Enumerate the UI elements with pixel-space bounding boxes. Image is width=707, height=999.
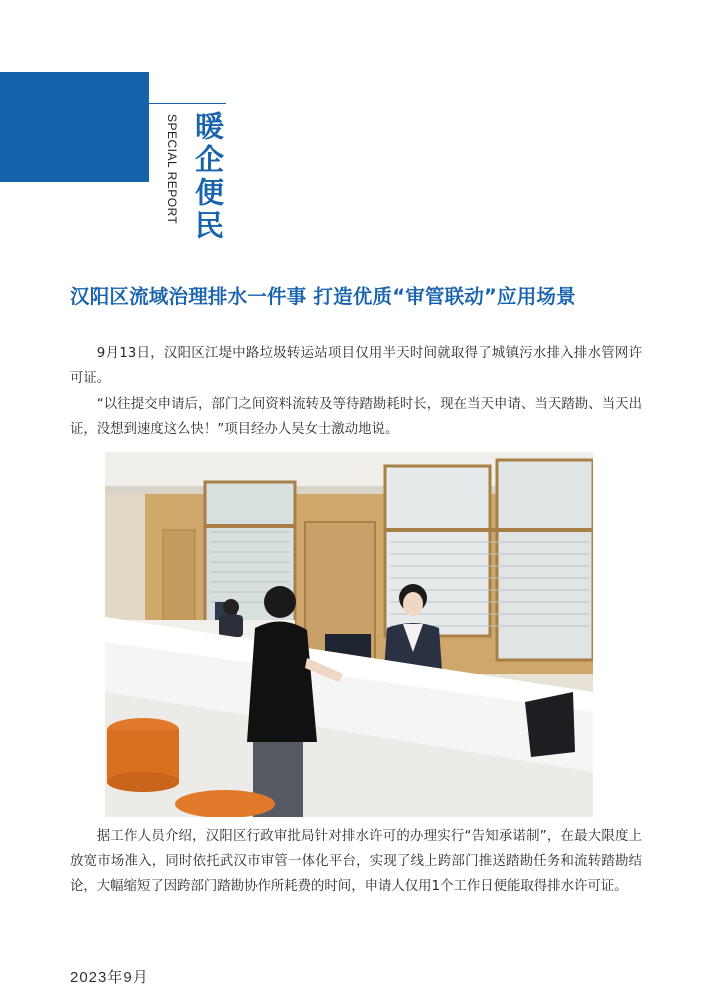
article-paragraph-2: “以往提交申请后，部门之间资料流转及等待踏勘耗时长，现在当天申请、当天踏勘、当天出证，没想到速度这么快！”项目经办人吴女士激动地说。 (70, 397, 642, 437)
header-blue-block (0, 72, 149, 182)
section-title: 暖企便民 (191, 111, 225, 243)
header-rule (149, 103, 226, 104)
article-paragraph-1: 9月13日，汉阳区江堤中路垃圾转运站项目仅用半天时间就取得了城镇污水排入排水管网许可证。 (70, 346, 642, 386)
footer-date: 2023年9月 (70, 969, 149, 986)
photo-illustration (105, 452, 593, 817)
article-headline: 汉阳区流域治理排水一件事 打造优质“审管联动”应用场景 (70, 285, 576, 308)
article-paragraph-3: 据工作人员介绍，汉阳区行政审批局针对排水许可的办理实行“告知承诺制”，在最大限度上放宽市场准入，同时依托武汉市审管一体化平台，实现了线上跨部门推送踏勘任务和流转踏勘结论，大幅缩短了因跨部门踏勘协作所耗费的时间，申请人仅用1个工作日便能取得排水许可证。 (70, 829, 642, 894)
service-counter-photo (105, 452, 593, 817)
section-subtitle: SPECIAL REPORT (165, 114, 179, 225)
